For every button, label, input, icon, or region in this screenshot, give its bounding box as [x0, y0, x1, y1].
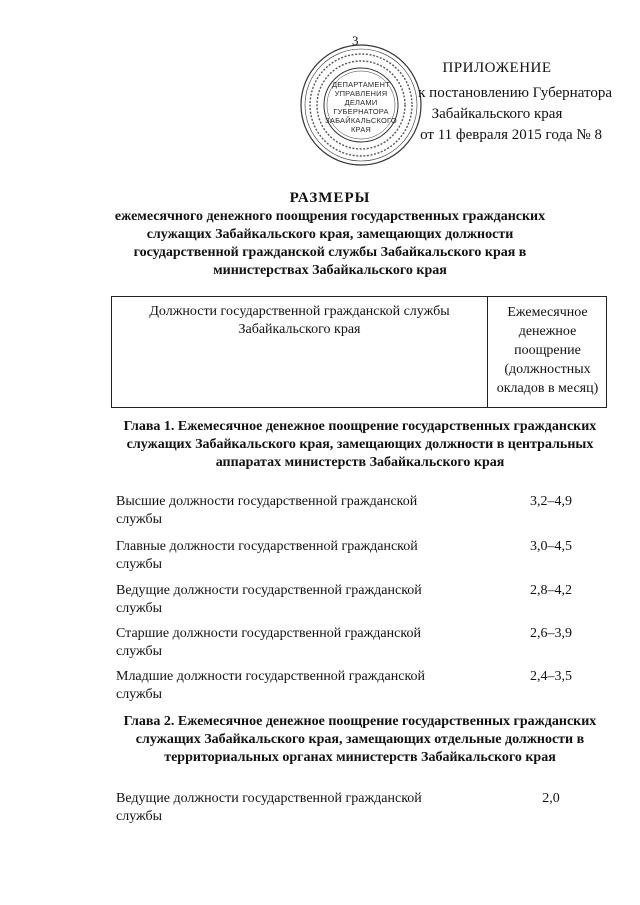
- table-header: [111, 296, 607, 408]
- chapter-2-title: Глава 2. Ежемесячное денежное поощрение государственных гражданских служащих Забайкальского края, замещающих отдельные должности в территориальных органах министерств Забайкальского края: [123, 714, 597, 765]
- document-title: РАЗМЕРЫ: [289, 190, 371, 206]
- row-label: Младшие должности государственной гражданской службы: [116, 669, 426, 702]
- document-subtitle: ежемесячного денежного поощрения государственных гражданских служащих Забайкальского края, замещающих должности государственной гражданской службы Забайкальского края в министерствах Забайкальского края: [114, 209, 546, 278]
- row-value: 2,0: [542, 791, 560, 806]
- appendix-title: ПРИЛОЖЕНИЕ: [442, 60, 552, 76]
- row-label: Главные должности государственной гражданской службы: [116, 539, 418, 572]
- table-header-position-text: Должности государственной гражданской службы Забайкальского края: [149, 304, 450, 337]
- appendix-line-2: Забайкальского края: [431, 106, 563, 122]
- row-value: 3,2–4,9: [530, 494, 572, 509]
- row-label: Высшие должности государственной гражданской службы: [116, 494, 418, 527]
- table-header-bonus: [489, 297, 606, 398]
- appendix-line-1: к постановлению Губернатора: [418, 85, 612, 101]
- table-header-position: [112, 297, 488, 407]
- page-number: 3: [352, 33, 359, 48]
- row-value: 3,0–4,5: [530, 539, 572, 554]
- row-label: Старшие должности государственной гражданской службы: [116, 626, 421, 659]
- row-label: Ведущие должности государственной гражданской службы: [116, 583, 422, 616]
- seal-line: ДЕПАРТАМЕНТ УПРАВЛЕНИЯ ДЕЛАМИ ГУБЕРНАТОРА ЗАБАЙКАЛЬСКОГО КРАЯ: [325, 80, 397, 134]
- chapter-1-title: Глава 1. Ежемесячное денежное поощрение государственных гражданских служащих Забайкальского края, замещающих должности в центральных аппаратах министерств Забайкальского края: [123, 419, 597, 470]
- row-value: 2,8–4,2: [530, 583, 572, 598]
- row-value: 2,6–3,9: [530, 626, 572, 641]
- appendix-line-3: от 11 февраля 2015 года № 8: [420, 127, 602, 143]
- table-header-bonus-text: Ежемесячное денежное поощрение (должностных окладов в месяц): [496, 305, 599, 396]
- row-label: Ведущие должности государственной гражданской службы: [116, 791, 422, 824]
- row-value: 2,4–3,5: [530, 669, 572, 684]
